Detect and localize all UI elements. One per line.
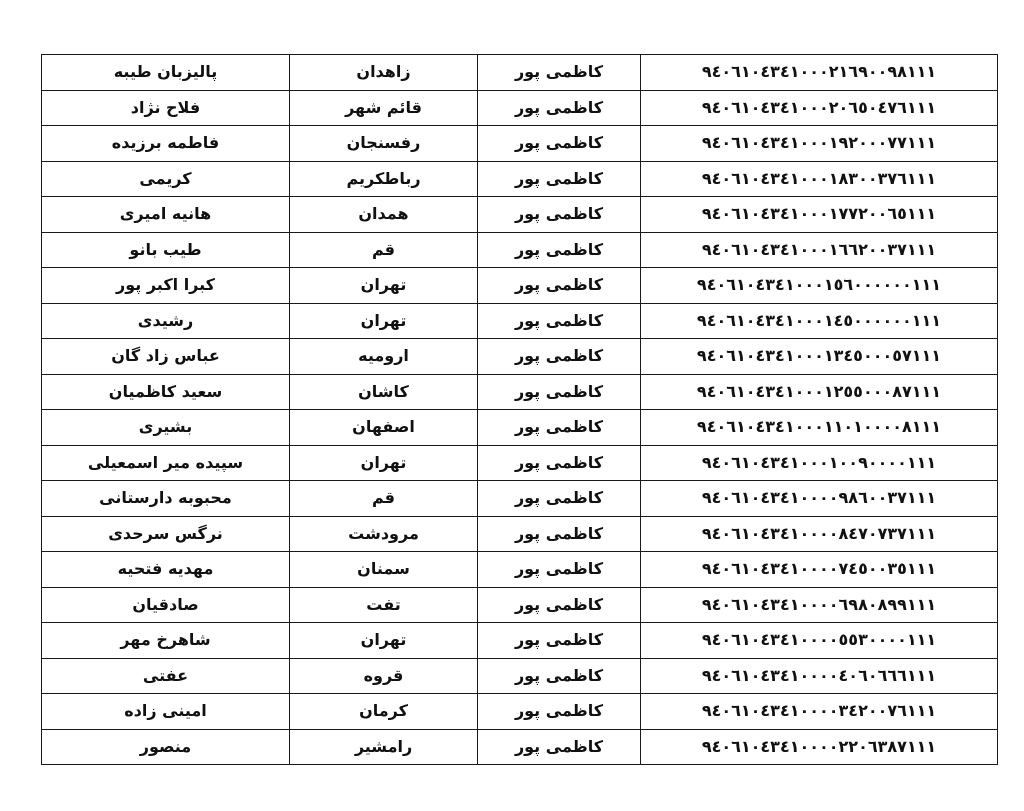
- name-text: بشیری: [138, 417, 193, 437]
- code-cell: [641, 126, 998, 162]
- city-text: قروه: [363, 665, 404, 685]
- name-text: پالیزبان طیبه: [113, 62, 218, 82]
- name-text: نرگس سرحدی: [108, 523, 223, 543]
- name-text: سعید کاظمیان: [108, 381, 223, 401]
- name-cell: [42, 658, 290, 694]
- name-cell: [42, 161, 290, 197]
- city-cell: [290, 516, 478, 552]
- code-cell: [641, 658, 998, 694]
- table-row: [42, 516, 998, 552]
- code-cell: [641, 161, 998, 197]
- name-text: صادقیان: [132, 594, 199, 614]
- name-cell: [42, 587, 290, 623]
- code-text: ٩٤٠٦١٠٤٣٤١٠٠٠٠٤٠٦٠٦٦٦١١١: [701, 665, 937, 685]
- city-cell: [290, 268, 478, 304]
- city-cell: [290, 374, 478, 410]
- name-text: عباس زاد گان: [111, 346, 220, 366]
- code-text: ٩٤٠٦١٠٤٣٤١٠٠٠٠٣٤٢٠٠٧٦١١١: [701, 701, 937, 721]
- table-row: [42, 481, 998, 517]
- family-cell: [478, 694, 641, 730]
- family-cell: [478, 623, 641, 659]
- name-text: مهدیه فتحیه: [117, 559, 214, 579]
- code-text: ٩٤٠٦١٠٤٣٤١٠٠٠١٣٤٥٠٠٠٥٧١١١: [696, 346, 942, 366]
- table-row: [42, 374, 998, 410]
- family-cell: [478, 374, 641, 410]
- family-cell: [478, 90, 641, 126]
- city-text: سمنان: [357, 559, 410, 579]
- code-cell: [641, 694, 998, 730]
- table-row: [42, 126, 998, 162]
- code-text: ٩٤٠٦١٠٤٣٤١٠٠٠٠٨٤٧٠٧٣٧١١١: [701, 523, 937, 543]
- city-text: رباطکریم: [346, 168, 421, 188]
- city-text: قم: [371, 488, 396, 508]
- family-text: کاظمی پور: [514, 381, 604, 401]
- family-text: کاظمی پور: [514, 665, 604, 685]
- family-text: کاظمی پور: [514, 630, 604, 650]
- city-cell: [290, 410, 478, 446]
- family-text: کاظمی پور: [514, 97, 604, 117]
- table-row: [42, 303, 998, 339]
- city-cell: [290, 694, 478, 730]
- code-cell: [641, 729, 998, 765]
- city-text: ارومیه: [358, 346, 409, 366]
- city-cell: [290, 126, 478, 162]
- name-text: شاهرخ مهر: [120, 630, 211, 650]
- city-text: تهران: [360, 275, 407, 295]
- family-text: کاظمی پور: [514, 701, 604, 721]
- name-text: فلاح نژاد: [130, 97, 201, 117]
- table-row: [42, 410, 998, 446]
- family-text: کاظمی پور: [514, 133, 604, 153]
- family-text: کاظمی پور: [514, 204, 604, 224]
- family-cell: [478, 729, 641, 765]
- city-cell: [290, 481, 478, 517]
- name-text: محبوبه دارستانی: [99, 488, 232, 508]
- city-text: تهران: [360, 310, 407, 330]
- family-cell: [478, 516, 641, 552]
- records-table: [41, 54, 998, 765]
- family-cell: [478, 268, 641, 304]
- code-text: ٩٤٠٦١٠٤٣٤١٠٠٠١٨٣٠٠٣٧٦١١١: [701, 168, 937, 188]
- name-cell: [42, 197, 290, 233]
- family-text: کاظمی پور: [514, 346, 604, 366]
- family-cell: [478, 161, 641, 197]
- code-text: ٩٤٠٦١٠٤٣٤١٠٠٠١١٠١٠٠٠٠٨١١١: [696, 417, 942, 437]
- code-text: ٩٤٠٦١٠٤٣٤١٠٠٠٢٠٦٥٠٤٧٦١١١: [701, 97, 937, 117]
- table-row: [42, 161, 998, 197]
- family-text: کاظمی پور: [514, 239, 604, 259]
- city-cell: [290, 658, 478, 694]
- name-cell: [42, 126, 290, 162]
- code-text: ٩٤٠٦١٠٤٣٤١٠٠٠١٩٢٠٠٠٧٧١١١: [701, 133, 937, 153]
- family-text: کاظمی پور: [514, 559, 604, 579]
- city-cell: [290, 729, 478, 765]
- city-text: کاشان: [358, 381, 409, 401]
- code-text: ٩٤٠٦١٠٤٣٤١٠٠٠٠٧٤٥٠٠٣٥١١١: [701, 559, 937, 579]
- city-cell: [290, 232, 478, 268]
- city-text: رفسنجان: [346, 133, 421, 153]
- name-cell: [42, 516, 290, 552]
- city-cell: [290, 55, 478, 91]
- table-row: [42, 623, 998, 659]
- city-text: کرمان: [359, 701, 408, 721]
- family-text: کاظمی پور: [514, 310, 604, 330]
- name-text: رشیدی: [137, 310, 194, 330]
- table-row: [42, 587, 998, 623]
- code-text: ٩٤٠٦١٠٤٣٤١٠٠٠١٦٦٢٠٠٣٧١١١: [701, 239, 937, 259]
- name-cell: [42, 303, 290, 339]
- name-text: فاطمه برزیده: [111, 133, 220, 153]
- city-cell: [290, 90, 478, 126]
- code-cell: [641, 339, 998, 375]
- code-text: ٩٤٠٦١٠٤٣٤١٠٠٠١٧٧٢٠٠٦٥١١١: [701, 204, 937, 224]
- name-text: هانیه امیری: [119, 204, 212, 224]
- family-text: کاظمی پور: [514, 275, 604, 295]
- table-row: [42, 552, 998, 588]
- code-cell: [641, 623, 998, 659]
- city-text: تفت: [366, 594, 401, 614]
- code-cell: [641, 587, 998, 623]
- city-cell: [290, 303, 478, 339]
- family-cell: [478, 445, 641, 481]
- city-text: تهران: [360, 452, 407, 472]
- name-cell: [42, 481, 290, 517]
- code-text: ٩٤٠٦١٠٤٣٤١٠٠٠٠٥٥٣٠٠٠٠١١١: [701, 630, 937, 650]
- name-cell: [42, 623, 290, 659]
- code-text: ٩٤٠٦١٠٤٣٤١٠٠٠١٤٥٠٠٠٠٠٠١١١: [696, 310, 942, 330]
- name-cell: [42, 694, 290, 730]
- code-cell: [641, 374, 998, 410]
- table-row: [42, 268, 998, 304]
- family-text: کاظمی پور: [514, 488, 604, 508]
- city-text: قائم شهر: [345, 97, 422, 117]
- name-text: امینی زاده: [124, 701, 207, 721]
- family-cell: [478, 55, 641, 91]
- name-text: سپیده میر اسمعیلی: [87, 452, 244, 472]
- code-cell: [641, 303, 998, 339]
- family-cell: [478, 658, 641, 694]
- family-text: کاظمی پور: [514, 736, 604, 756]
- family-text: کاظمی پور: [514, 452, 604, 472]
- code-cell: [641, 55, 998, 91]
- city-cell: [290, 161, 478, 197]
- code-cell: [641, 232, 998, 268]
- table-row: [42, 658, 998, 694]
- city-cell: [290, 623, 478, 659]
- code-text: ٩٤٠٦١٠٤٣٤١٠٠٠٠٩٨٦٠٠٣٧١١١: [701, 488, 937, 508]
- code-cell: [641, 410, 998, 446]
- name-cell: [42, 552, 290, 588]
- family-text: کاظمی پور: [514, 523, 604, 543]
- name-cell: [42, 232, 290, 268]
- family-cell: [478, 552, 641, 588]
- table-row: [42, 232, 998, 268]
- name-text: طیب بانو: [129, 239, 202, 259]
- code-text: ٩٤٠٦١٠٤٣٤١٠٠٠١٠٠٩٠٠٠٠١١١: [701, 452, 937, 472]
- code-cell: [641, 197, 998, 233]
- name-text: کبرا اکبر پور: [116, 275, 215, 295]
- name-cell: [42, 339, 290, 375]
- name-cell: [42, 55, 290, 91]
- name-text: عفتی: [142, 665, 189, 685]
- city-text: مرودشت: [348, 523, 419, 543]
- family-text: کاظمی پور: [514, 594, 604, 614]
- table-row: [42, 55, 998, 91]
- records-table-body: [42, 55, 998, 765]
- name-text: منصور: [139, 736, 192, 756]
- family-cell: [478, 587, 641, 623]
- table-row: [42, 90, 998, 126]
- city-cell: [290, 587, 478, 623]
- family-cell: [478, 232, 641, 268]
- table-row: [42, 197, 998, 233]
- name-cell: [42, 445, 290, 481]
- city-text: قم: [371, 239, 396, 259]
- code-text: ٩٤٠٦١٠٤٣٤١٠٠٠٠٢٢٠٦٣٨٧١١١: [701, 736, 937, 756]
- name-cell: [42, 729, 290, 765]
- city-cell: [290, 552, 478, 588]
- code-cell: [641, 481, 998, 517]
- table-row: [42, 339, 998, 375]
- code-text: ٩٤٠٦١٠٤٣٤١٠٠٠٠٦٩٨٠٨٩٩١١١: [701, 594, 937, 614]
- family-text: کاظمی پور: [514, 417, 604, 437]
- city-cell: [290, 197, 478, 233]
- family-cell: [478, 197, 641, 233]
- table-row: [42, 729, 998, 765]
- code-text: ٩٤٠٦١٠٤٣٤١٠٠٠١٥٦٠٠٠٠٠٠١١١: [696, 275, 942, 295]
- table-row: [42, 694, 998, 730]
- code-cell: [641, 445, 998, 481]
- city-cell: [290, 445, 478, 481]
- code-cell: [641, 552, 998, 588]
- name-cell: [42, 90, 290, 126]
- family-text: کاظمی پور: [514, 62, 604, 82]
- city-text: اصفهان: [352, 417, 415, 437]
- family-cell: [478, 410, 641, 446]
- code-text: ٩٤٠٦١٠٤٣٤١٠٠٠١٢٥٥٠٠٠٨٧١١١: [696, 381, 942, 401]
- name-cell: [42, 268, 290, 304]
- code-cell: [641, 90, 998, 126]
- name-text: کریمی: [139, 168, 192, 188]
- name-cell: [42, 410, 290, 446]
- family-cell: [478, 481, 641, 517]
- city-text: همدان: [358, 204, 409, 224]
- code-cell: [641, 516, 998, 552]
- code-text: ٩٤٠٦١٠٤٣٤١٠٠٠٢١٦٩٠٠٩٨١١١: [701, 62, 937, 82]
- name-cell: [42, 374, 290, 410]
- family-cell: [478, 303, 641, 339]
- city-text: تهران: [360, 630, 407, 650]
- city-text: زاهدان: [356, 62, 411, 82]
- family-cell: [478, 339, 641, 375]
- city-text: رامشیر: [354, 736, 413, 756]
- table-row: [42, 445, 998, 481]
- code-cell: [641, 268, 998, 304]
- family-cell: [478, 126, 641, 162]
- family-text: کاظمی پور: [514, 168, 604, 188]
- city-cell: [290, 339, 478, 375]
